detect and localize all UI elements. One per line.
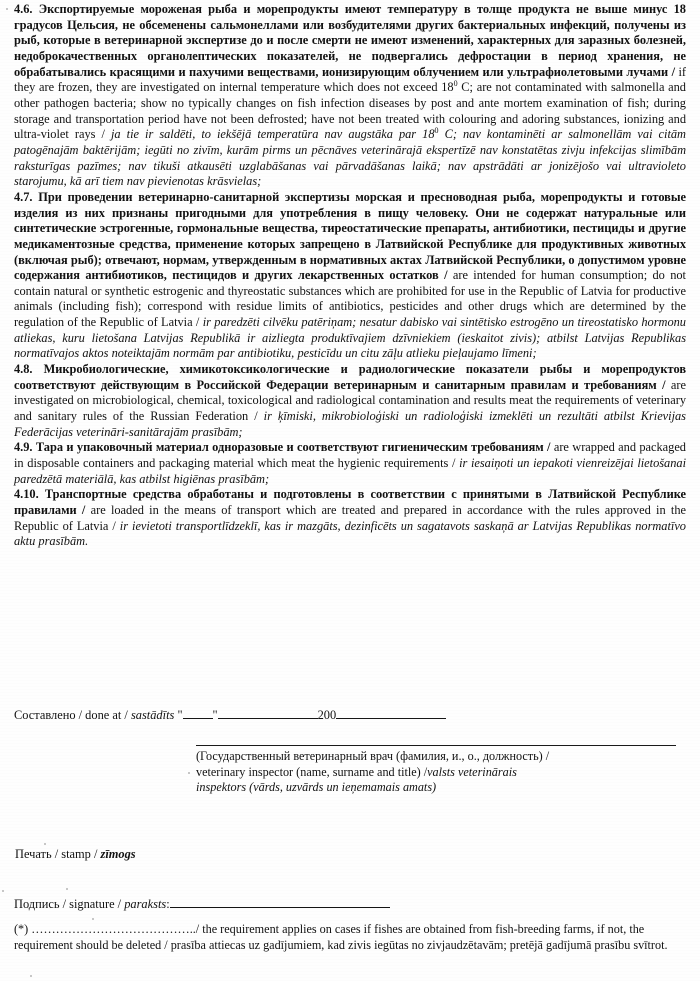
clause-4-9-english: are wrapped and packaged in disposable containers and packaging material which meat the hygienic requirements / bbox=[14, 440, 686, 471]
scan-speck bbox=[188, 772, 190, 774]
month-input-rule[interactable] bbox=[218, 707, 318, 719]
clause-4-7-english: are intended for human consumption; do not contain natural or synthetic estrogenic and thyreostatic substances which are prohibited for use in the Republic of Latvia for productive animals (including fish); correspond with residue limits of antibiotics, pesticides and other drugs which are determined by the regulation of the Republic of Latvia / bbox=[14, 268, 686, 330]
stamp-label-latvian: zīmogs bbox=[100, 847, 136, 861]
degree-superscript-latvian: 0 bbox=[434, 126, 439, 136]
signature-separator-1: / bbox=[59, 897, 70, 911]
degree-superscript-english: 0 bbox=[453, 79, 458, 89]
year-input-rule[interactable] bbox=[336, 707, 446, 719]
separator-1: / bbox=[75, 708, 86, 722]
clause-4-10-latvian: ir ievietoti transportlīdzeklī, kas ir mazgāts, dezinficēts un sagatavots saskaņā ar Latvijas Republikas normatīvo aktu prasībām. bbox=[14, 518, 686, 549]
footnote-english: the requirement applies on cases if fishes are obtained from fish-breeding farms, if not, the requirement should be deleted / bbox=[14, 922, 645, 952]
clause-4-10-english: are loaded in the means of transport which are treated and prepared in accordance with the rules approved in the Republic of Latvia / bbox=[14, 503, 686, 533]
scan-speck bbox=[6, 8, 8, 10]
clause-list bbox=[14, 2, 686, 550]
inspector-signature-block bbox=[196, 745, 676, 796]
clause-4-7-russian: 4.7. При проведении ветеринарно-санитарной экспертизы морская и пресноводная рыба, морепродукты и готовые изделия из них признаны пригодными для употребления в пищу человеку. Они не содержат натуральные или синтетические эстрогенные, гормональные вещества, тиреостатические препараты, антибиотики, пестициды и другие медикаментозные средства, применение которых запрещено в Латвийской Республике для продуктивных животных (включая рыб); отвечают, нормам, утвержденным в нормативных актах Латвийской Республики, о допустимом уровне содержания антибиотиков, пестицидов и других лекарственных остатков / bbox=[14, 189, 686, 283]
clause-4-9-russian: 4.9. Тара и упаковочный материал одноразовые и соответствуют гигиеническим требованиям / bbox=[14, 440, 554, 455]
inspector-caption-english: veterinary inspector (name, surname and title) / bbox=[196, 764, 428, 779]
signature-colon: : bbox=[166, 897, 170, 911]
inspector-caption bbox=[196, 749, 676, 796]
scan-speck bbox=[44, 843, 46, 845]
scan-speck bbox=[92, 918, 94, 920]
clause-4-10 bbox=[14, 487, 686, 550]
stamp-label-english: stamp bbox=[61, 847, 91, 861]
clause-4-9 bbox=[14, 440, 686, 487]
clause-4-6-latvian-pre: ja tie ir saldēti, to iekšējā temperatūra nav augstāka par 18 bbox=[110, 127, 435, 142]
footnote bbox=[14, 922, 674, 954]
clause-4-6-russian: 4.6. Экспортируемые мороженая рыба и морепродукты имеют температуру в толще продукта не выше минус 18 градусов Цельсия, не обсеменены сальмонеллами или возбудителями других бактериальных инфекций, получены из рыб, которые в ветеринарной экспертизе до и после смерти не имеют изменений, характерных для заразных болезней, недоброкачественных органолептических показателей, не подвергались дефростации в период хранения, не обрабатывались красящими и пахучими веществами, ионизирующим облучением или ультрафиолетовыми лучами / bbox=[14, 2, 686, 79]
stamp-separator-1: / bbox=[51, 847, 62, 861]
done-at-label-latvian: sastādīts bbox=[130, 708, 175, 722]
stamp-row bbox=[15, 846, 136, 862]
clause-4-6-english-pre: if they are frozen, they are investigated on internal temperature which does not exceed 18 bbox=[14, 64, 686, 95]
signature-row bbox=[14, 896, 390, 912]
done-at-label-russian: Составлено bbox=[14, 708, 76, 722]
clause-4-7-latvian: ir paredzēti cilvēku patēriņam; nesatur dabisko vai sintētisko estrogēno un tireostatisko hormonu atliekas, kuru lietošana Latvijas Republikā ir aizliegta produktīvajiem dzīvniekiem (ieskaitot zivis); atbilst Latvijas Republikas normatīvajos aktos noteiktajām normām par antibiotiku, pesticīdu un citu zāļu atlieku pieļaujamo līmeni; bbox=[14, 315, 686, 361]
inspector-caption-latvian: inspektors (vārds, uzvārds un ieņemamais amats) bbox=[196, 780, 437, 795]
clause-4-6-english-post: C; are not contaminated with salmonella and other pathogen bacteria; show no typically changes on fish infection diseases by post and ante mortem examination of fish; during storage and transportation period have not been defrosted; have not been treated with colouring and adoring substances, ionizing and ultra-violet rays / bbox=[14, 80, 686, 142]
done-at-row bbox=[14, 707, 686, 723]
inspector-caption-russian: (Государственный ветеринарный врач (фамилия, и., о., должность) / bbox=[196, 749, 550, 763]
clause-4-8-english: are investigated on microbiological, chemical, toxicological and radiological contamination and results meat the requirements of veterinary and sanitary rules of the Russian Federation / bbox=[14, 377, 686, 424]
clause-4-10-russian: 4.10. Транспортные средства обработаны и подготовлены в соответствии с принятыми в Латвийской Республике правилами / bbox=[14, 487, 686, 517]
signature-separator-2: / bbox=[114, 897, 125, 911]
inspector-caption-english-row bbox=[196, 765, 676, 781]
clause-4-8-latvian: ir ķīmiski, mikrobioloģiski un radioloģiski izmeklēti un rezultāti atbilst Krievijas Federācijas veterināri-sanitārajām prasībām; bbox=[14, 409, 686, 439]
day-input-rule[interactable] bbox=[183, 707, 213, 719]
footnote-marker: (*) bbox=[14, 922, 29, 936]
clause-4-8 bbox=[14, 362, 686, 440]
separator-2: / bbox=[121, 708, 131, 722]
signature-input-rule[interactable] bbox=[170, 896, 390, 908]
stamp-label-russian: Печать bbox=[15, 847, 52, 861]
quote-close: " bbox=[212, 708, 218, 722]
footnote-dots: …………………………………../ bbox=[28, 922, 203, 936]
year-prefix: 200 bbox=[317, 708, 337, 722]
clause-4-6-latvian-post: C; nav kontaminēti ar salmonellām vai citām patogēnajām baktērijām; iegūti no zivīm, kurām pirms un pēcnāves veterinārajā ekspertīzē nav konstatētas zivju infekcijas slimībām raksturīgas pazīmes; nav tikuši atkausēti uzglabāšanas vai pārvadāšanas laikā; nav apstrādāti ar jonizējošo vai ultravioleto starojumu, kā arī tiem nav pievienotas krāsvielas; bbox=[14, 127, 686, 189]
clause-4-6 bbox=[14, 2, 686, 190]
signature-label-english: signature bbox=[69, 897, 115, 911]
scan-speck bbox=[2, 890, 4, 892]
inspector-signature-rule[interactable] bbox=[196, 745, 676, 746]
clause-4-9-latvian: ir iesaiņoti un iepakoti vienreizējai lietošanai paredzētā materiālā, kas atbilst higiēnas prasībām; bbox=[14, 456, 686, 486]
clause-4-8-russian: 4.8. Микробиологические, химикотоксикологические и радиологические показатели рыбы и морепродуктов соответствуют действующим в Российской Федерации ветеринарным и санитарным правилам и требованиям / bbox=[14, 362, 686, 392]
signature-label-latvian: paraksts bbox=[124, 897, 167, 911]
done-at-label-english: done at bbox=[85, 708, 122, 722]
inspector-caption-latvian-inline: valsts veterinārais bbox=[427, 764, 517, 779]
quote-open: " bbox=[174, 708, 183, 722]
signature-label-russian: Подпись bbox=[14, 897, 60, 911]
stamp-separator-2: / bbox=[90, 847, 101, 861]
clause-4-7 bbox=[14, 190, 686, 362]
footnote-latvian: prasība attiecas uz gadījumiem, kad zivis iegūtas no zivjaudzētavām; pretējā gadījumā prasību svītrot. bbox=[170, 937, 668, 952]
scan-speck bbox=[30, 975, 32, 977]
scan-speck bbox=[66, 888, 68, 890]
